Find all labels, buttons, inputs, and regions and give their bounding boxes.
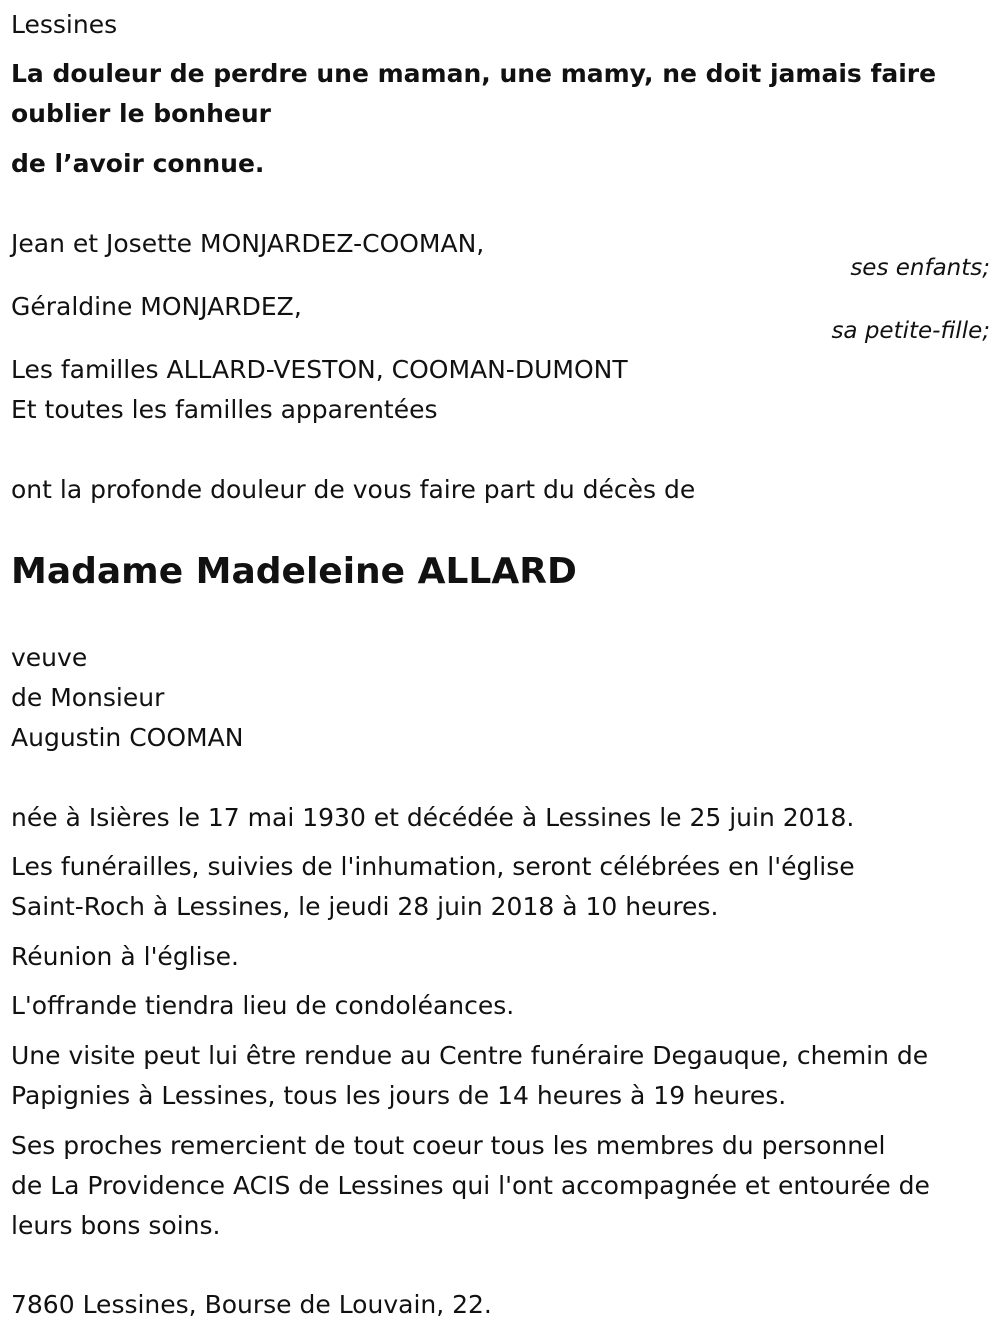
children-role: ses enfants; [850,255,990,281]
deceased-name: Madame Madeleine ALLARD [11,551,577,592]
meeting-line: Réunion à l'église. [11,942,239,971]
granddaughter-name: Géraldine MONJARDEZ, [11,292,302,321]
thanks-line-1: Ses proches remercient de tout coeur tous les membres du personnel [11,1131,886,1160]
address-line: 7860 Lessines, Bourse de Louvain, 22. [11,1290,492,1319]
funeral-line-1: Les funérailles, suivies de l'inhumation, seront célébrées en l'église [11,852,855,881]
widow-line-3: Augustin COOMAN [11,723,244,752]
funeral-line-2: Saint-Roch à Lessines, le jeudi 28 juin 2018 à 10 heures. [11,892,719,921]
thanks-line-3: leurs bons soins. [11,1211,221,1240]
offering-line: L'offrande tiendra lieu de condoléances. [11,991,515,1020]
widow-line-1: veuve [11,643,88,672]
city-header: Lessines [11,10,118,39]
birth-death-line: née à Isières le 17 mai 1930 et décédée à Lessines le 25 juin 2018. [11,803,855,832]
children-names: Jean et Josette MONJARDEZ-COOMAN, [11,229,485,258]
epitaph-line-3: de l’avoir connue. [11,149,265,178]
epitaph-line-2: oublier le bonheur [11,99,271,128]
visit-line-1: Une visite peut lui être rendue au Centre funéraire Degauque, chemin de [11,1041,929,1070]
related-families-line: Et toutes les familles apparentées [11,395,438,424]
granddaughter-role: sa petite-fille; [831,318,990,344]
visit-line-2: Papignies à Lessines, tous les jours de 14 heures à 19 heures. [11,1081,787,1110]
families-line: Les familles ALLARD-VESTON, COOMAN-DUMONT [11,355,628,384]
announcement-intro: ont la profonde douleur de vous faire part du décès de [11,475,696,504]
epitaph-line-1: La douleur de perdre une maman, une mamy, ne doit jamais faire [11,59,937,88]
widow-line-2: de Monsieur [11,683,165,712]
thanks-line-2: de La Providence ACIS de Lessines qui l'ont accompagnée et entourée de [11,1171,930,1200]
